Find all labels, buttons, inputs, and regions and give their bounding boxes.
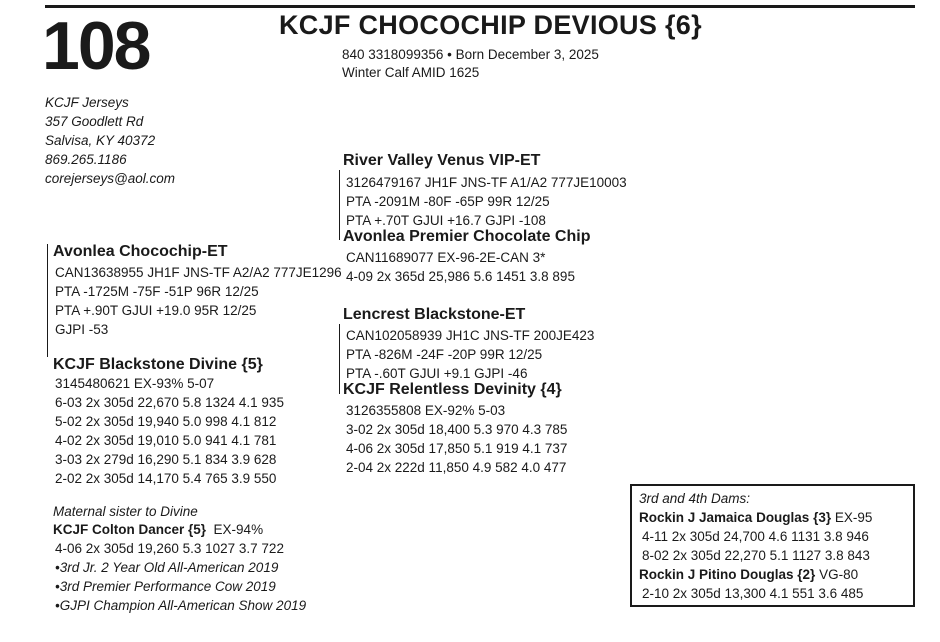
third-dam-record: 8-02 2x 305d 22,270 5.1 1127 3.8 843 (642, 548, 870, 563)
sire-dam-line: 4-09 2x 365d 25,986 5.6 1451 3.8 895 (346, 269, 575, 284)
sire-sire-line: PTA +.70T GJUI +16.7 GJPI -108 (346, 213, 546, 228)
consignor-phone: 869.265.1186 (45, 152, 127, 167)
third-dam-record: 4-11 2x 305d 24,700 4.6 1131 3.8 946 (642, 529, 869, 544)
dam-dam-line: 3126355808 EX-92% 5-03 (346, 403, 506, 418)
sire-sire-line: PTA -2091M -80F -65P 99R 12/25 (346, 194, 550, 209)
sister-caption: Maternal sister to Divine (53, 504, 198, 519)
sire-line: CAN13638955 JH1F JNS-TF A2/A2 777JE1296 (55, 265, 342, 280)
dam-sire-details (346, 326, 594, 383)
sire-line: PTA -1725M -75F -51P 96R 12/25 (55, 284, 259, 299)
sister-classification: EX-94% (213, 522, 264, 537)
sire-sire-details (346, 173, 627, 230)
dam-line: 3145480621 EX-93% 5-07 (55, 376, 215, 391)
dam-sire-line: PTA -.60T GJUI +9.1 GJPI -46 (346, 366, 528, 381)
dam-line: 3-03 2x 279d 16,290 5.1 834 3.9 628 (55, 452, 277, 467)
consignor-block (45, 93, 175, 188)
class-line: Winter Calf AMID 1625 (342, 65, 480, 80)
dam-name: KCJF Blackstone Divine {5} (53, 356, 263, 373)
animal-name: KCJF CHOCOCHIP DEVIOUS {6} (279, 10, 702, 40)
third-fourth-dams-box (630, 484, 915, 607)
sire-sire-name: River Valley Venus VIP-ET (343, 152, 541, 169)
dam-details (55, 374, 284, 488)
sire-line: PTA +.90T GJUI +19.0 95R 12/25 (55, 303, 257, 318)
consignor-email: corejerseys@aol.com (45, 171, 175, 186)
sire-sire-line: 3126479167 JH1F JNS-TF A1/A2 777JE10003 (346, 175, 627, 190)
third-dam-heading (639, 508, 872, 527)
sister-honor: •3rd Jr. 2 Year Old All-American 2019 (55, 560, 279, 575)
dam-dam-name: KCJF Relentless Devinity {4} (343, 381, 562, 398)
fourth-dam-name: Rockin J Pitino Douglas {2} (639, 567, 816, 582)
dam-line: 6-03 2x 305d 22,670 5.8 1324 4.1 935 (55, 395, 284, 410)
sister-name: KCJF Colton Dancer {5} (53, 522, 207, 537)
dam-dam-line: 2-04 2x 222d 11,850 4.9 582 4.0 477 (346, 460, 567, 475)
sire-dam-line: CAN11689077 EX-96-2E-CAN 3* (346, 250, 546, 265)
third-dam-class: EX-95 (834, 510, 873, 525)
dam-line: 4-02 2x 305d 19,010 5.0 941 4.1 781 (55, 433, 277, 448)
dam-dam-details (346, 401, 567, 477)
consignor-street: 357 Goodlett Rd (45, 114, 144, 129)
sister-honor: •3rd Premier Performance Cow 2019 (55, 579, 276, 594)
fourth-dam-class: VG-80 (819, 567, 859, 582)
top-rule (45, 5, 915, 8)
sire-bracket-line (339, 170, 340, 240)
id-line: 840 3318099356 • Born December 3, 2025 (342, 47, 599, 62)
dam-sire-name: Lencrest Blackstone-ET (343, 306, 526, 323)
sister-honor: •GJPI Champion All-American Show 2019 (55, 598, 307, 613)
consignor-name: KCJF Jerseys (45, 95, 129, 110)
dam-bracket-line (339, 324, 340, 394)
fourth-dam-heading (639, 565, 872, 584)
dams-box-caption: 3rd and 4th Dams: (639, 491, 751, 506)
dam-sire-line: PTA -826M -24F -20P 99R 12/25 (346, 347, 543, 362)
third-dam-name: Rockin J Jamaica Douglas {3} (639, 510, 832, 525)
sire-line: GJPI -53 (55, 322, 109, 337)
fourth-dam-record: 2-10 2x 305d 13,300 4.1 551 3.6 485 (642, 586, 864, 601)
sister-honors (55, 558, 306, 615)
dam-dam-line: 4-06 2x 305d 17,850 5.1 919 4.1 737 (346, 441, 568, 456)
dam-line: 5-02 2x 305d 19,940 5.0 998 4.1 812 (55, 414, 277, 429)
lot-number: 108 (42, 8, 150, 84)
sire-name: Avonlea Chocochip-ET (53, 243, 228, 260)
sire-details (55, 263, 342, 339)
main-bracket-line (47, 244, 48, 357)
sire-dam-details (346, 248, 575, 286)
dam-sire-line: CAN102058939 JH1C JNS-TF 200JE423 (346, 328, 595, 343)
sire-dam-name: Avonlea Premier Chocolate Chip (343, 228, 591, 245)
sister-record: 4-06 2x 305d 19,260 5.3 1027 3.7 722 (55, 541, 284, 556)
dam-dam-line: 3-02 2x 305d 18,400 5.3 970 4.3 785 (346, 422, 568, 437)
sister-heading (53, 520, 263, 539)
consignor-city: Salvisa, KY 40372 (45, 133, 156, 148)
dam-line: 2-02 2x 305d 14,170 5.4 765 3.9 550 (55, 471, 277, 486)
